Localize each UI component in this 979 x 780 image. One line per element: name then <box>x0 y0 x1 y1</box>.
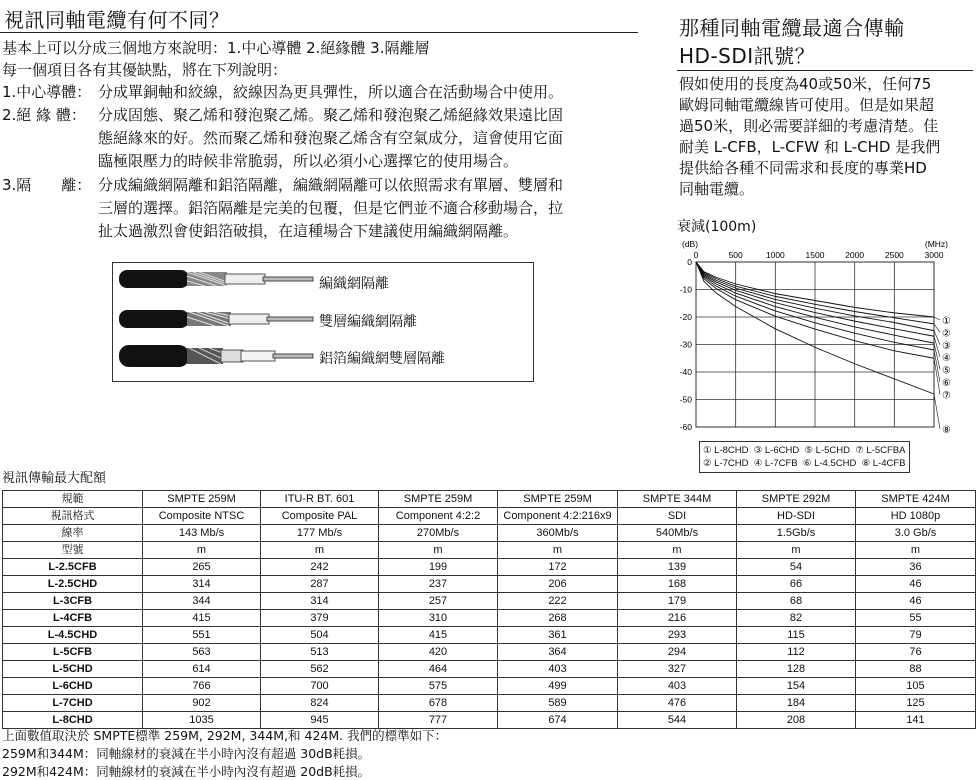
length-cell: 68 <box>737 593 856 610</box>
length-cell: 237 <box>379 576 498 593</box>
y-tick-label: -30 <box>679 339 692 350</box>
table-header-row <box>3 508 976 525</box>
length-cell: 766 <box>143 678 261 695</box>
note-line-1: 上面數值取決於 SMPTE標準 259M, 292M, 344M,和 424M. 我們的標準如下： <box>2 728 448 743</box>
item-label: 1.中心導體： <box>2 83 92 101</box>
length-cell: 168 <box>618 576 737 593</box>
right-paragraph-line: 提供給各種不同需求和長度的專業HD <box>679 159 927 177</box>
length-cell: 589 <box>498 695 618 712</box>
length-cell: 777 <box>379 712 498 729</box>
legend-item: ④ L-7CFB <box>753 458 798 469</box>
length-cell: 54 <box>737 559 856 576</box>
model-cell: L-2.5CFB <box>3 559 143 576</box>
length-cell: 139 <box>618 559 737 576</box>
header-cell: m <box>737 542 856 559</box>
length-cell: 125 <box>856 695 976 712</box>
length-cell: 562 <box>261 661 379 678</box>
length-cell: 265 <box>143 559 261 576</box>
length-cell: 415 <box>379 627 498 644</box>
header-cell: SMPTE 259M <box>498 491 618 508</box>
series-end-label: ⑥ <box>942 378 951 389</box>
header-cell: ITU-R BT. 601 <box>261 491 379 508</box>
series-leader-line <box>934 317 940 320</box>
length-cell: 82 <box>737 610 856 627</box>
length-cell: 310 <box>379 610 498 627</box>
length-cell: 364 <box>498 644 618 661</box>
length-cell: 293 <box>618 627 737 644</box>
header-cell: 1.5Gb/s <box>737 525 856 542</box>
x-axis-label: (MHz) <box>924 239 948 249</box>
length-cell: 678 <box>379 695 498 712</box>
table-row <box>3 576 976 593</box>
right-paragraph-line: 耐美 L-CFB，L-CFW 和 L-CHD 是我們 <box>679 138 941 156</box>
length-cell: 327 <box>618 661 737 678</box>
row-header-cell: 型號 <box>3 542 143 559</box>
model-cell: L-4.5CHD <box>3 627 143 644</box>
length-cell: 314 <box>261 593 379 610</box>
header-cell: HD-SDI <box>737 508 856 525</box>
x-tick-label: 3000 <box>924 250 944 260</box>
series-end-label: ① <box>942 316 951 327</box>
right-title-line-2: HD-SDI訊號？ <box>679 44 816 68</box>
right-paragraph-line: 過50米，則必需要詳細的考慮清楚。佳 <box>679 117 939 135</box>
header-cell: SMPTE 292M <box>737 491 856 508</box>
header-cell: 143 Mb/s <box>143 525 261 542</box>
length-cell: 575 <box>379 678 498 695</box>
y-tick-label: -50 <box>679 394 692 405</box>
y-tick-label: -10 <box>679 284 692 295</box>
legend-item: ③ L-6CHD <box>753 445 800 456</box>
header-cell: m <box>618 542 737 559</box>
header-cell: SMPTE 344M <box>618 491 737 508</box>
length-cell: 141 <box>856 712 976 729</box>
series-end-label: ⑧ <box>942 424 951 436</box>
legend-row <box>703 457 906 470</box>
cable-illustration <box>112 262 534 382</box>
table-row <box>3 678 976 695</box>
series-end-label: ④ <box>942 353 951 365</box>
length-cell: 128 <box>737 661 856 678</box>
table-header-row <box>3 491 976 508</box>
row-header-cell: 規範 <box>3 491 143 508</box>
y-tick-label: -60 <box>679 422 692 432</box>
item-text: 分成固態、聚乙烯和發泡聚乙烯。聚乙烯和發泡聚乙烯絕緣效果遠比固 <box>98 106 564 124</box>
table-caption: 視訊傳輸最大配額 <box>2 471 107 486</box>
length-cell: 344 <box>143 593 261 610</box>
series-end-label: ② <box>942 328 951 340</box>
length-cell: 179 <box>618 593 737 610</box>
table-row <box>3 559 976 576</box>
y-tick-label: 0 <box>687 257 692 267</box>
braided-cable-image <box>119 270 313 288</box>
header-cell: SMPTE 259M <box>143 491 261 508</box>
length-cell: 46 <box>856 593 976 610</box>
model-cell: L-5CFB <box>3 644 143 661</box>
length-cell: 66 <box>737 576 856 593</box>
header-cell: 3.0 Gb/s <box>856 525 976 542</box>
length-cell: 105 <box>856 678 976 695</box>
item-text: 三層的選擇。鋁箔隔離是完美的包覆，但是它們並不適合移動場合，拉 <box>98 199 564 217</box>
length-cell: 1035 <box>143 712 261 729</box>
length-cell: 420 <box>379 644 498 661</box>
length-cell: 415 <box>143 610 261 627</box>
length-cell: 544 <box>618 712 737 729</box>
header-cell: m <box>498 542 618 559</box>
item-label: 2.絕 緣 體： <box>2 106 86 124</box>
header-cell: 270Mb/s <box>379 525 498 542</box>
right-title <box>679 14 905 70</box>
right-title-line-1: 那種同軸電纜最適合傳輸 <box>679 16 905 40</box>
table-row <box>3 593 976 610</box>
item-text: 分成編織網隔離和鋁箔隔離，編織網隔離可以依照需求有單層、雙層和 <box>98 176 564 194</box>
length-cell: 154 <box>737 678 856 695</box>
x-tick-label: 1000 <box>765 250 785 260</box>
model-cell: L-8CHD <box>3 712 143 729</box>
item-insulation <box>2 104 563 126</box>
header-cell: 540Mb/s <box>618 525 737 542</box>
y-tick-label: -20 <box>679 312 692 322</box>
item-text: 態絕緣來的好。然而聚乙烯和發泡聚乙烯含有空氣成分，這會使用它面 <box>98 129 564 147</box>
cable-label-braided: 編織網隔離 <box>319 276 389 292</box>
table-row <box>3 644 976 661</box>
series-leader-line <box>934 394 940 429</box>
length-cell: 206 <box>498 576 618 593</box>
table-row <box>3 627 976 644</box>
intro-line-1: 基本上可以分成三個地方來說明：1.中心導體 2.絕緣體 3.隔離層 <box>2 39 430 57</box>
attenuation-chart <box>670 232 960 437</box>
title-divider <box>0 32 638 33</box>
legend-item: ② L-7CHD <box>703 458 749 469</box>
length-cell: 499 <box>498 678 618 695</box>
length-cell: 551 <box>143 627 261 644</box>
length-cell: 287 <box>261 576 379 593</box>
length-cell: 55 <box>856 610 976 627</box>
chart-title: 衰減(100m) <box>677 219 757 235</box>
series-end-label: ⑤ <box>942 365 951 377</box>
foil-braided-cable-image <box>119 345 313 367</box>
series-end-label: ⑦ <box>942 390 951 402</box>
length-cell: 614 <box>143 661 261 678</box>
table-row <box>3 661 976 678</box>
length-cell: 379 <box>261 610 379 627</box>
double-braided-cable-image <box>119 310 313 328</box>
item-text: 扯太過激烈會使鋁箔破損，在這種場合下建議使用編織網隔離。 <box>98 222 519 240</box>
length-cell: 294 <box>618 644 737 661</box>
table-header-row <box>3 542 976 559</box>
page-title: 視訊同軸電纜有何不同？ <box>4 8 230 32</box>
x-tick-label: 2000 <box>845 250 865 260</box>
header-cell: 177 Mb/s <box>261 525 379 542</box>
model-cell: L-3CFB <box>3 593 143 610</box>
model-cell: L-5CHD <box>3 661 143 678</box>
length-cell: 222 <box>498 593 618 610</box>
length-cell: 902 <box>143 695 261 712</box>
header-cell: SMPTE 259M <box>379 491 498 508</box>
header-cell: HD 1080p <box>856 508 976 525</box>
x-tick-label: 1500 <box>805 250 825 260</box>
length-cell: 403 <box>498 661 618 678</box>
note-line-3: 292M和424M：同軸線材的衰減在半小時內沒有超過 20dB耗損。 <box>2 764 371 779</box>
series-leader-line <box>934 331 940 345</box>
length-cell: 88 <box>856 661 976 678</box>
right-title-divider <box>677 70 973 71</box>
spec-table <box>2 490 976 729</box>
item-text: 分成單銅軸和絞線，絞線因為更具彈性，所以適合在活動場合中使用。 <box>98 83 564 101</box>
header-cell: m <box>143 542 261 559</box>
right-paragraph-line: 同軸電纜。 <box>679 180 755 198</box>
length-cell: 79 <box>856 627 976 644</box>
length-cell: 700 <box>261 678 379 695</box>
length-cell: 172 <box>498 559 618 576</box>
header-cell: m <box>379 542 498 559</box>
x-tick-label: 500 <box>728 250 743 260</box>
header-cell: Component 4:2:2 <box>379 508 498 525</box>
length-cell: 464 <box>379 661 498 678</box>
length-cell: 216 <box>618 610 737 627</box>
header-cell: 360Mb/s <box>498 525 618 542</box>
length-cell: 242 <box>261 559 379 576</box>
length-cell: 76 <box>856 644 976 661</box>
row-header-cell: 線率 <box>3 525 143 542</box>
right-paragraph-line: 假如使用的長度為40或50米，任何75 <box>679 75 932 93</box>
right-paragraph <box>679 74 975 200</box>
item-center-conductor <box>2 81 563 103</box>
item-shield <box>2 174 563 196</box>
length-cell: 36 <box>856 559 976 576</box>
legend-row <box>703 444 906 457</box>
x-tick-label: 2500 <box>884 250 904 260</box>
length-cell: 257 <box>379 593 498 610</box>
length-cell: 314 <box>143 576 261 593</box>
length-cell: 674 <box>498 712 618 729</box>
cable-images <box>117 263 317 381</box>
length-cell: 945 <box>261 712 379 729</box>
length-cell: 46 <box>856 576 976 593</box>
y-axis-label: (dB) <box>682 239 699 249</box>
length-cell: 563 <box>143 644 261 661</box>
legend-item: ① L-8CHD <box>703 445 749 456</box>
length-cell: 476 <box>618 695 737 712</box>
length-cell: 361 <box>498 627 618 644</box>
legend-item: ⑧ L-4CFB <box>861 458 906 469</box>
y-tick-label: -40 <box>679 367 692 377</box>
length-cell: 184 <box>737 695 856 712</box>
length-cell: 824 <box>261 695 379 712</box>
cable-label-double-braided: 雙層編織網隔離 <box>319 314 417 330</box>
model-cell: L-7CHD <box>3 695 143 712</box>
item-label: 3.隔 離： <box>2 176 92 194</box>
length-cell: 115 <box>737 627 856 644</box>
chart-legend <box>699 441 910 473</box>
length-cell: 208 <box>737 712 856 729</box>
header-cell: m <box>856 542 976 559</box>
header-cell: m <box>261 542 379 559</box>
row-header-cell: 視訊格式 <box>3 508 143 525</box>
length-cell: 504 <box>261 627 379 644</box>
cable-label-foil-braided: 鋁箔編織網雙層隔離 <box>319 351 445 367</box>
legend-item: ⑥ L-4.5CHD <box>802 458 857 469</box>
table-header-row <box>3 525 976 542</box>
x-tick-label: 0 <box>693 250 699 260</box>
model-cell: L-6CHD <box>3 678 143 695</box>
length-cell: 112 <box>737 644 856 661</box>
model-cell: L-2.5CHD <box>3 576 143 593</box>
model-cell: L-4CFB <box>3 610 143 627</box>
table-row <box>3 610 976 627</box>
length-cell: 268 <box>498 610 618 627</box>
header-cell: SDI <box>618 508 737 525</box>
table-row <box>3 695 976 712</box>
length-cell: 403 <box>618 678 737 695</box>
header-cell: Component 4:2:216x9 <box>498 508 618 525</box>
length-cell: 513 <box>261 644 379 661</box>
item-text: 臨極限壓力的時候非常脆弱，所以必須小心選擇它的使用場合。 <box>98 152 519 170</box>
header-cell: SMPTE 424M <box>856 491 976 508</box>
length-cell: 199 <box>379 559 498 576</box>
right-paragraph-line: 歐姆同軸電纜線皆可使用。但是如果超 <box>679 96 935 114</box>
series-leader-line <box>934 324 940 333</box>
legend-item: ⑦ L-5CFBA <box>855 445 906 456</box>
header-cell: Composite NTSC <box>143 508 261 525</box>
intro-line-2: 每一個項目各有其優缺點，將在下列說明： <box>2 61 288 79</box>
header-cell: Composite PAL <box>261 508 379 525</box>
note-line-2: 259M和344M：同軸線材的衰減在半小時內沒有超過 30dB耗損。 <box>2 746 371 761</box>
series-end-label: ③ <box>942 340 951 352</box>
legend-item: ⑤ L-5CHD <box>804 445 850 456</box>
